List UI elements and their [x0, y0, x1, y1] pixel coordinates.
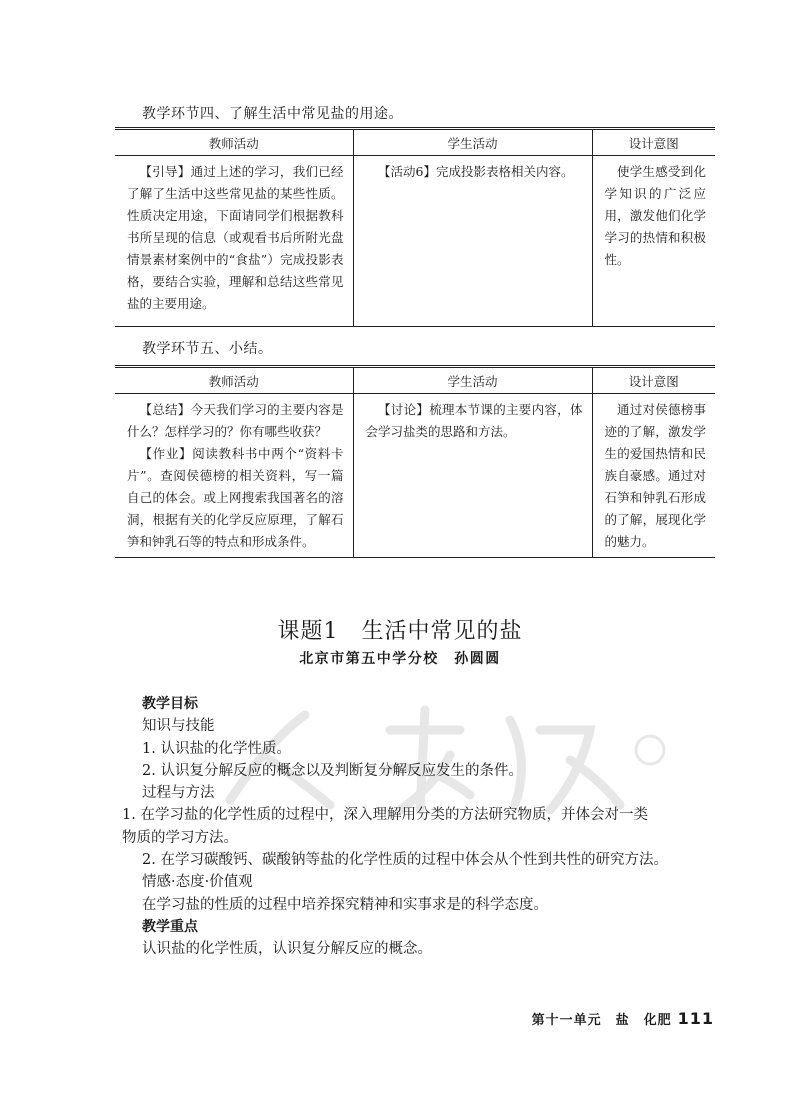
page-number: 111	[677, 1009, 714, 1028]
header-design-intent: 设计意图	[592, 367, 715, 394]
knowledge-item-1: 1. 认识盐的化学性质。	[142, 740, 291, 757]
header-teacher-activity: 教师活动	[115, 129, 353, 156]
section4-student-cell: 【活动6】完成投影表格相关内容。	[353, 156, 592, 327]
header-student-activity: 学生活动	[353, 367, 592, 394]
section5-student-cell: 【讨论】梳理本节课的主要内容，体会学习盐类的思路和方法。	[353, 394, 592, 558]
section4-teacher-cell: 【引导】通过上述的学习，我们已经了解了生活中这些常见盐的某些性质。性质决定用途，下面请同学们根据教科书所呈现的信息（或观看书后所附光盘情景素材案例中的“食盐”）完成投影表格，要结合实验，理解和总结这些常见盐的主要用途。	[127, 164, 344, 311]
section4-title: 教学环节四、了解生活中常见盐的用途。	[142, 106, 403, 122]
section5-intent-cell: 通过对侯德榜事迹的了解，激发学生的爱国热情和民族自豪感。通过对石笋和钟乳石形成的了解，展现化学的魅力。	[592, 394, 715, 558]
process-item-1: 1. 在学习盐的化学性质的过程中，深入理解用分类的方法研究物质，并体会对一类	[122, 807, 648, 824]
section5-title: 教学环节五、小结。	[142, 341, 273, 357]
section4-table	[115, 127, 715, 327]
objectives-heading: 教学目标	[142, 696, 198, 712]
page-footer	[532, 1009, 714, 1028]
emotion-item-1: 在学习盐的性质的过程中培养探究精神和实事求是的科学态度。	[142, 896, 548, 913]
section5-homework-text: 【作业】阅读教科书中两个“资料卡片”。查阅侯德榜的相关资料，写一篇自己的体会。或上网搜索我国著名的溶洞，根据有关的化学反应原理，了解石笋和钟乳石等的特点和形成条件。	[127, 446, 344, 549]
footer-unit: 第十一单元 盐 化肥	[531, 1013, 672, 1028]
emotion-heading: 情感·态度·价值观	[142, 874, 253, 891]
section5-header-row	[115, 367, 715, 394]
section5-teacher-cell	[115, 394, 353, 558]
process-item-1-cont: 物质的学习方法。	[122, 829, 238, 846]
header-teacher-activity: 教师活动	[115, 367, 353, 394]
objectives-section	[122, 693, 727, 961]
knowledge-item-2: 2. 认识复分解反应的概念以及判断复分解反应发生的条件。	[142, 762, 523, 779]
section5-table	[115, 365, 715, 558]
section4-header-row	[115, 129, 715, 156]
header-design-intent: 设计意图	[592, 129, 715, 156]
section4-content-row	[115, 156, 715, 327]
section5-content-row	[115, 394, 715, 558]
knowledge-heading: 知识与技能	[142, 718, 215, 735]
key-points-item-1: 认识盐的化学性质，认识复分解反应的概念。	[142, 941, 432, 958]
key-points-heading: 教学重点	[142, 918, 198, 935]
process-heading: 过程与方法	[142, 785, 215, 802]
lesson-title: 课题1 生活中常见的盐	[277, 619, 523, 644]
process-item-2: 2. 在学习碳酸钙、碳酸钠等盐的化学性质的过程中体会从个性到共性的研究方法。	[142, 852, 668, 869]
lesson-author: 北京市第五中学分校 孙圆圆	[299, 651, 501, 667]
section5-summary-text: 【总结】今天我们学习的主要内容是什么？怎样学习的？你有哪些收获？	[127, 402, 344, 439]
header-student-activity: 学生活动	[353, 129, 592, 156]
section4-intent-cell: 使学生感受到化学知识的广泛应用，激发他们化学学习的热情和积极性。	[592, 156, 715, 327]
